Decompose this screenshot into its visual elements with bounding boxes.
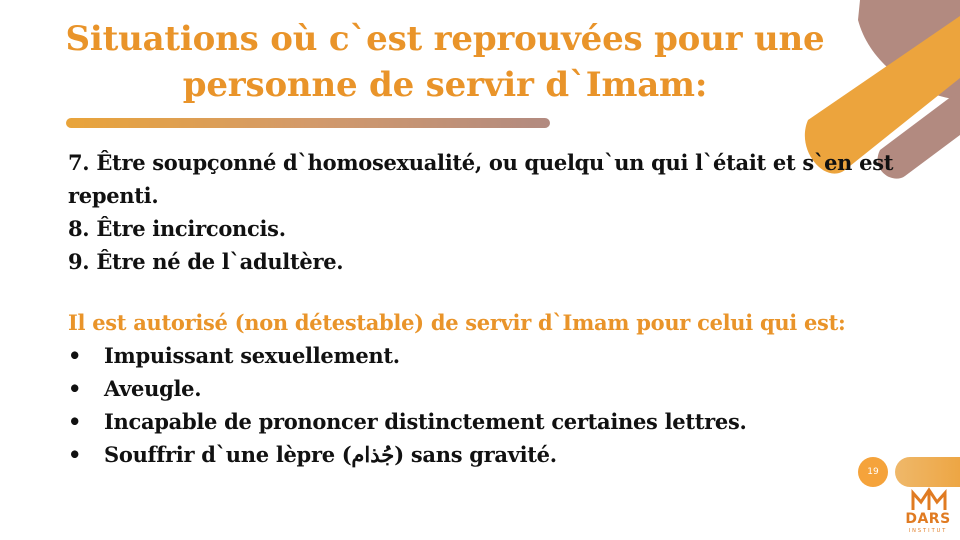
page-number-badge: 19 [858,457,888,487]
bullet-dot: • [68,409,82,434]
bullet-item [68,339,938,372]
slide-title [60,16,830,108]
dars-logo-mark [913,490,945,510]
bullet-text: Impuissant sexuellement. [104,343,400,368]
bullet-dot: • [68,343,82,368]
bullet-item [68,405,938,438]
list-item: 8. Être incirconcis. [68,216,286,241]
bullet-text: Aveugle. [104,376,202,401]
bullet-item [68,438,938,471]
list-item: 9. Être né de l`adultère. [68,249,344,274]
subheading: Il est autorisé (non détestable) de servir d`Imam pour celui qui est: [68,310,846,335]
title-underline [66,118,550,128]
bullet-dot: • [68,442,82,467]
bullet-text: Incapable de prononcer distinctement certaines lettres. [104,409,747,434]
title-line-1: Situations où c`est reprouvées pour une [65,19,825,59]
list-item: 7. Être soupçonné d`homosexualité, ou quelqu`un qui l`était et s`en est repenti. [68,150,894,208]
logo-subtitle: INSTITUT [908,528,948,534]
slide-body [68,146,938,471]
bullet-text: Souffrir d`une lèpre (جُذام) sans gravité. [104,442,557,467]
title-line-2: personne de servir d`Imam: [182,65,708,105]
logo-name: DARS [905,511,951,527]
bullet-dot: • [68,376,82,401]
bullet-item [68,372,938,405]
